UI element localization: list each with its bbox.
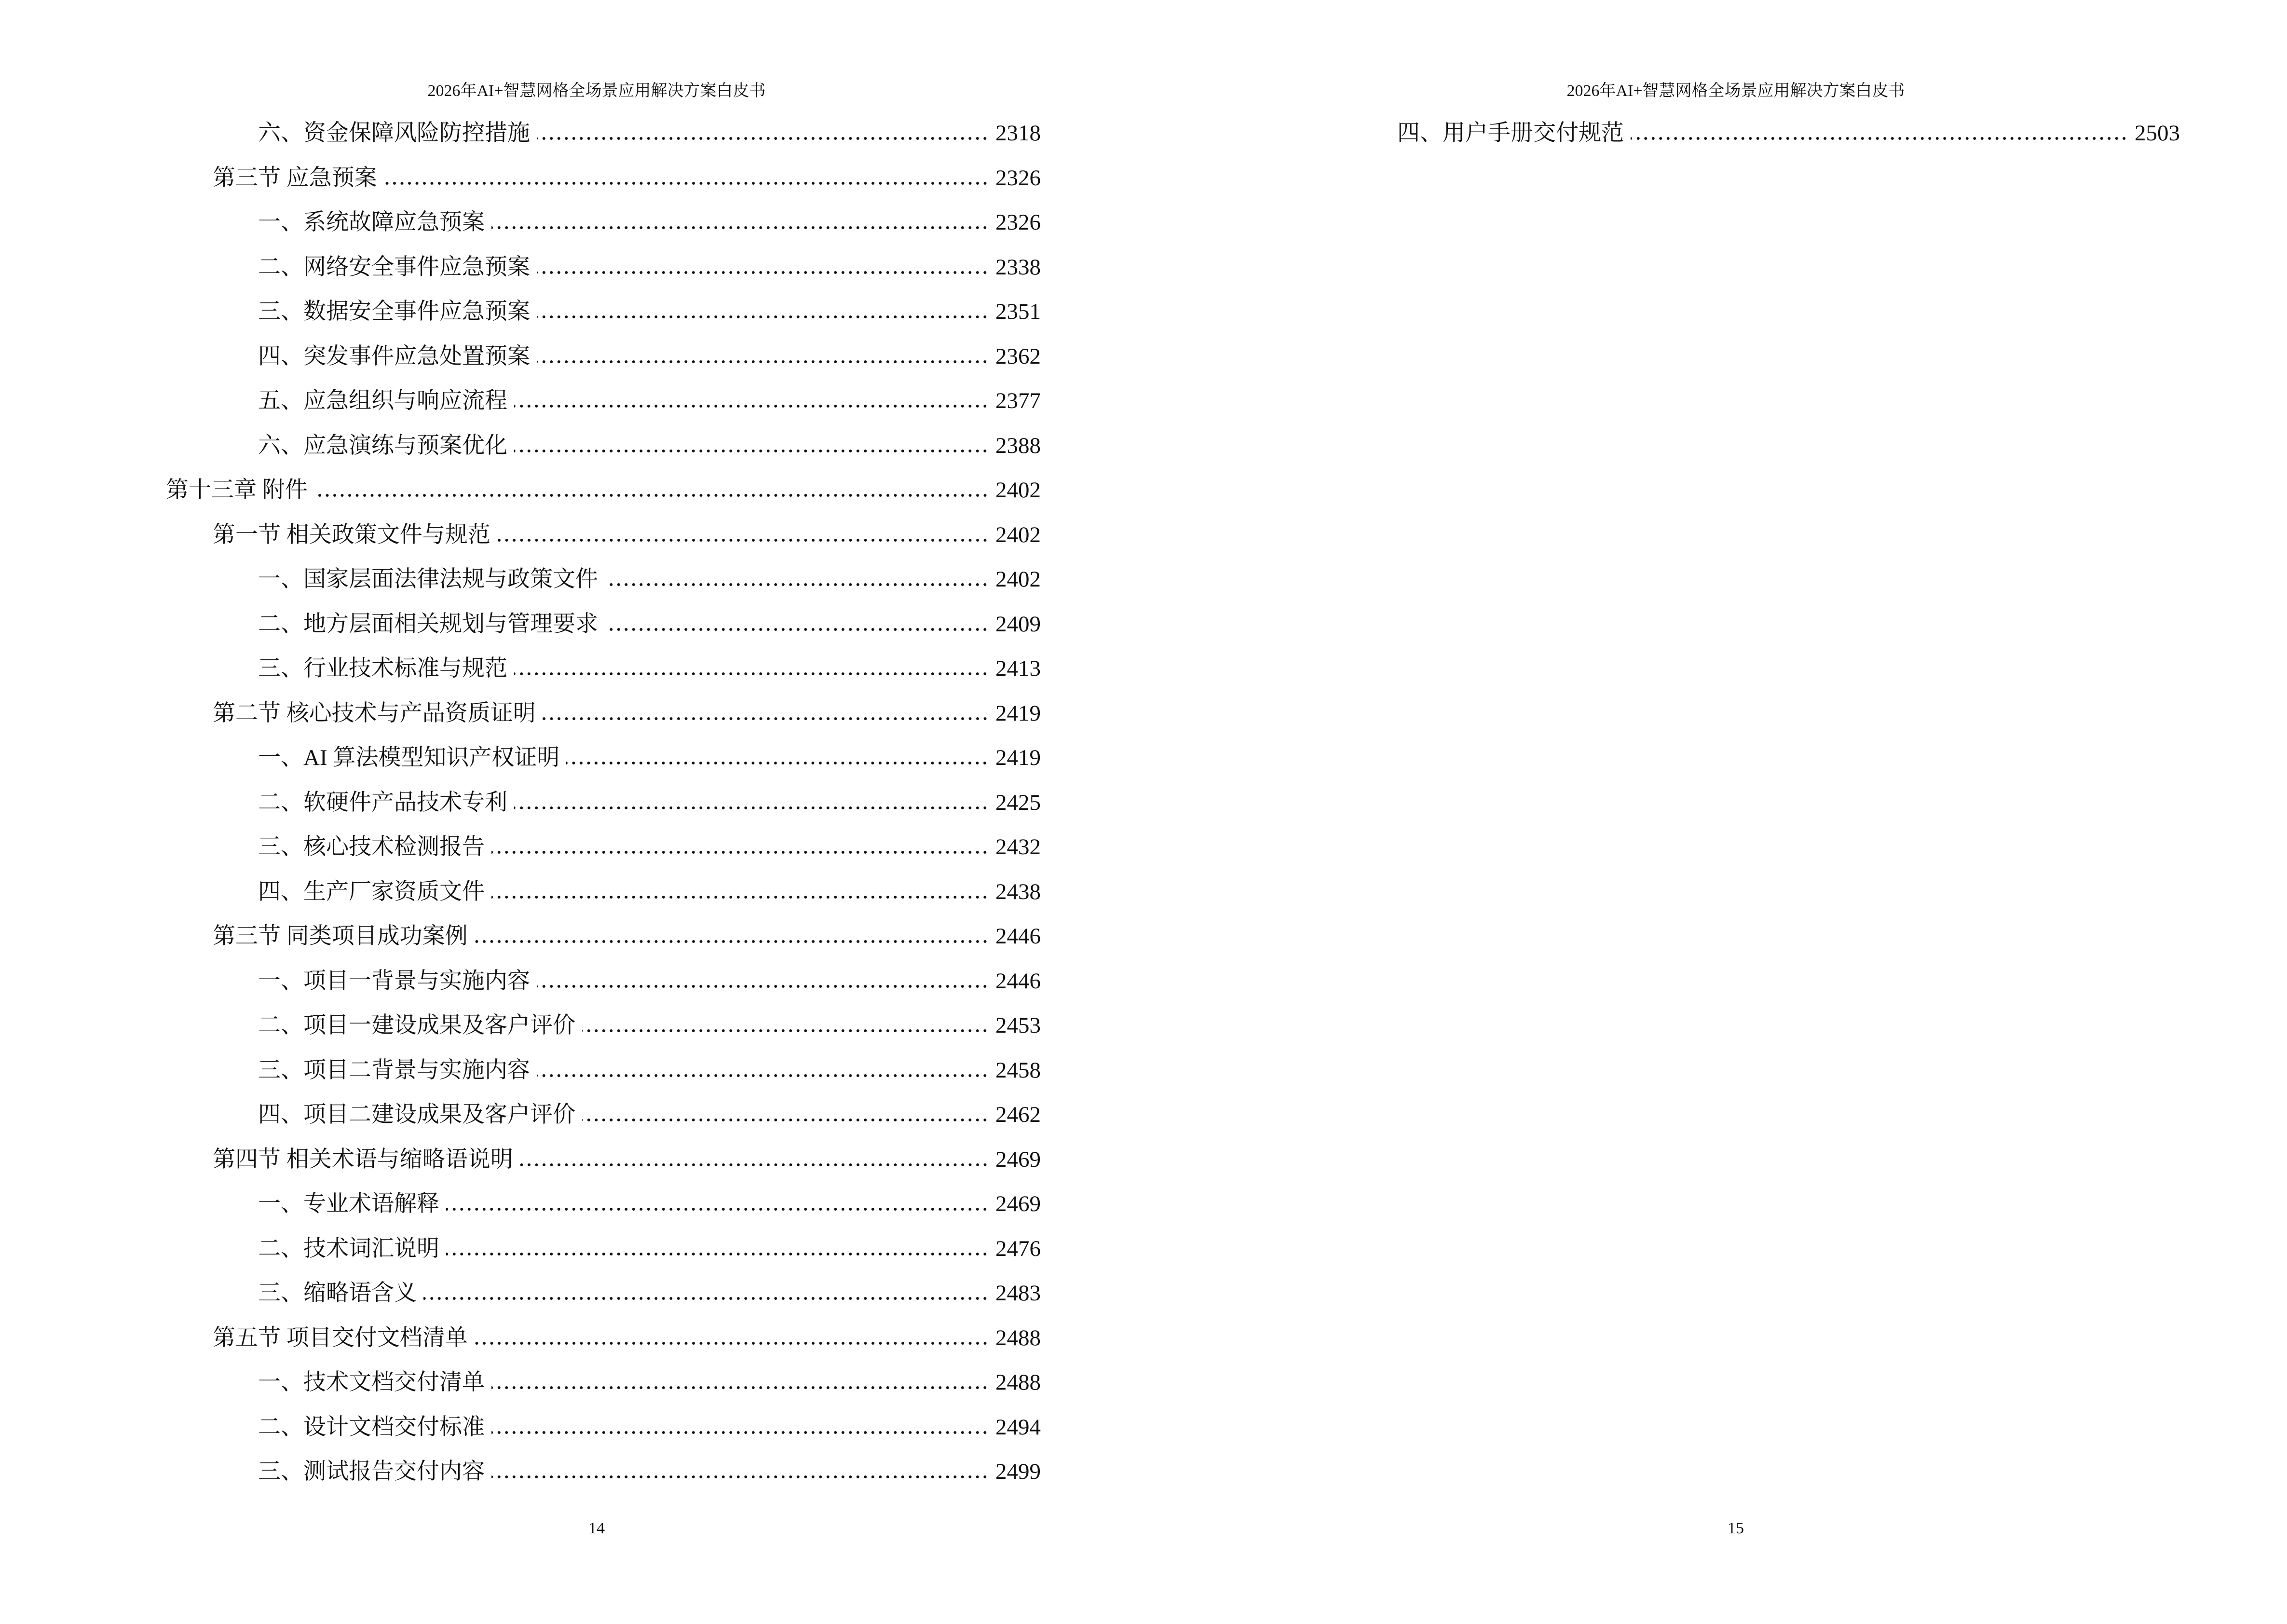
toc-entry[interactable] bbox=[166, 874, 1041, 919]
page-number: 15 bbox=[1728, 1519, 1744, 1537]
toc-entry-page: 2402 bbox=[995, 522, 1041, 547]
toc-entry[interactable] bbox=[166, 740, 1041, 785]
toc-entry-title: 三、行业技术标准与规范 bbox=[258, 656, 507, 681]
toc-entry[interactable] bbox=[166, 696, 1041, 741]
toc-entry-page: 2326 bbox=[995, 165, 1041, 191]
toc-entry[interactable] bbox=[166, 1187, 1041, 1231]
toc-entry-title: 六、资金保障风险防控措施 bbox=[258, 121, 530, 146]
toc-entry-title: 三、核心技术检测报告 bbox=[258, 834, 485, 860]
toc-entry-title: 第三节 应急预案 bbox=[213, 165, 377, 191]
toc-entry-page: 2402 bbox=[995, 478, 1041, 503]
dot-leader bbox=[314, 493, 989, 497]
dot-leader bbox=[475, 940, 989, 943]
toc-entry-title: 三、测试报告交付内容 bbox=[258, 1459, 485, 1484]
toc-entry-title: 四、突发事件应急处置预案 bbox=[258, 343, 530, 369]
toc-entry-title: 第一节 相关政策文件与规范 bbox=[213, 522, 490, 547]
dot-leader bbox=[520, 1163, 989, 1167]
toc-entry-title: 六、应急演练与预案优化 bbox=[258, 433, 507, 458]
dot-leader bbox=[537, 1074, 989, 1078]
toc-entry-title: 第三节 同类项目成功案例 bbox=[213, 924, 468, 949]
toc-entry[interactable] bbox=[166, 964, 1041, 1009]
dot-leader bbox=[514, 449, 989, 453]
toc-entry-page: 2494 bbox=[995, 1414, 1041, 1440]
toc-entry-title: 二、软硬件产品技术专利 bbox=[258, 790, 507, 815]
toc-entry[interactable] bbox=[166, 1454, 1041, 1499]
dot-leader bbox=[537, 984, 989, 988]
toc-entry-title: 第十三章 附件 bbox=[166, 478, 308, 503]
dot-leader bbox=[491, 1431, 989, 1434]
toc-entry[interactable] bbox=[166, 116, 1041, 161]
toc-entry[interactable] bbox=[166, 473, 1041, 518]
toc-entry[interactable] bbox=[166, 607, 1041, 652]
dot-leader bbox=[497, 538, 989, 542]
toc-entry-page: 2446 bbox=[995, 968, 1041, 994]
dot-leader bbox=[491, 1475, 989, 1479]
dot-leader bbox=[446, 1207, 989, 1211]
toc-entry-title: 一、专业术语解释 bbox=[258, 1191, 439, 1216]
dot-leader bbox=[537, 315, 989, 319]
toc-entry-title: 第五节 项目交付文档清单 bbox=[213, 1325, 468, 1351]
toc-entry-page: 2413 bbox=[995, 656, 1041, 681]
toc-entry-page: 2503 bbox=[2135, 121, 2180, 146]
toc-entry[interactable] bbox=[166, 1410, 1041, 1455]
toc-entry-title: 四、用户手册交付规范 bbox=[1397, 121, 1624, 146]
toc-entry-page: 2419 bbox=[995, 745, 1041, 770]
dot-leader bbox=[566, 761, 989, 765]
dot-leader bbox=[537, 271, 989, 274]
toc-entry-page: 2432 bbox=[995, 834, 1041, 860]
toc-entry-title: 第四节 相关术语与缩略语说明 bbox=[213, 1146, 513, 1172]
toc-entry-page: 2338 bbox=[995, 254, 1041, 280]
toc-entry-page: 2469 bbox=[995, 1191, 1041, 1216]
dot-leader bbox=[514, 404, 989, 408]
dot-leader bbox=[605, 583, 989, 587]
dot-leader bbox=[543, 717, 989, 721]
toc-entry[interactable] bbox=[1397, 116, 2180, 161]
toc-entry-page: 2318 bbox=[995, 121, 1041, 146]
table-of-contents bbox=[1397, 116, 2180, 161]
toc-entry-page: 2488 bbox=[995, 1370, 1041, 1395]
toc-entry-page: 2326 bbox=[995, 210, 1041, 235]
toc-entry-page: 2388 bbox=[995, 433, 1041, 458]
dot-leader bbox=[491, 226, 989, 230]
toc-entry-title: 一、国家层面法律法规与政策文件 bbox=[258, 567, 598, 592]
toc-entry-title: 二、网络安全事件应急预案 bbox=[258, 254, 530, 280]
toc-entry-title: 四、生产厂家资质文件 bbox=[258, 879, 485, 904]
toc-entry-title: 五、应急组织与响应流程 bbox=[258, 388, 507, 413]
toc-entry[interactable] bbox=[166, 785, 1041, 830]
toc-entry-title: 三、缩略语含义 bbox=[258, 1281, 417, 1306]
toc-entry-title: 二、地方层面相关规划与管理要求 bbox=[258, 611, 598, 637]
toc-entry[interactable] bbox=[166, 1276, 1041, 1321]
toc-entry-title: 四、项目二建设成果及客户评价 bbox=[258, 1102, 575, 1127]
dot-leader bbox=[475, 1341, 989, 1345]
toc-entry[interactable] bbox=[166, 250, 1041, 295]
toc-entry[interactable] bbox=[166, 1365, 1041, 1410]
right-page bbox=[1139, 0, 2287, 1624]
toc-entry[interactable] bbox=[166, 1053, 1041, 1098]
dot-leader bbox=[605, 628, 989, 631]
dot-leader bbox=[514, 806, 989, 810]
dot-leader bbox=[582, 1118, 989, 1122]
toc-entry-title: 一、项目一背景与实施内容 bbox=[258, 968, 530, 994]
toc-entry-page: 2469 bbox=[995, 1146, 1041, 1172]
toc-entry-page: 2409 bbox=[995, 611, 1041, 637]
toc-entry-page: 2419 bbox=[995, 700, 1041, 726]
toc-entry[interactable] bbox=[166, 428, 1041, 473]
toc-entry-page: 2425 bbox=[995, 790, 1041, 815]
toc-entry-title: 三、数据安全事件应急预案 bbox=[258, 299, 530, 324]
toc-entry[interactable] bbox=[166, 161, 1041, 205]
toc-entry-page: 2476 bbox=[995, 1236, 1041, 1261]
toc-entry-title: 二、项目一建设成果及客户评价 bbox=[258, 1013, 575, 1038]
toc-entry[interactable] bbox=[166, 1231, 1041, 1276]
toc-entry-page: 2453 bbox=[995, 1013, 1041, 1038]
dot-leader bbox=[491, 850, 989, 854]
toc-entry[interactable] bbox=[166, 339, 1041, 384]
toc-entry-page: 2362 bbox=[995, 343, 1041, 369]
toc-entry-title: 三、项目二背景与实施内容 bbox=[258, 1057, 530, 1083]
toc-entry-page: 2462 bbox=[995, 1102, 1041, 1127]
toc-entry[interactable] bbox=[166, 205, 1041, 250]
toc-entry-title: 第二节 核心技术与产品资质证明 bbox=[213, 700, 536, 726]
toc-entry-title: 二、技术词汇说明 bbox=[258, 1236, 439, 1261]
toc-entry[interactable] bbox=[166, 383, 1041, 428]
toc-entry-title: 一、AI 算法模型知识产权证明 bbox=[258, 745, 560, 770]
dot-leader bbox=[491, 1386, 989, 1390]
page-number: 14 bbox=[588, 1519, 605, 1537]
dot-leader bbox=[384, 181, 989, 185]
toc-entry-page: 2446 bbox=[995, 924, 1041, 949]
dot-leader bbox=[446, 1252, 989, 1256]
toc-entry-title: 二、设计文档交付标准 bbox=[258, 1414, 485, 1440]
toc-entry[interactable] bbox=[166, 1097, 1041, 1142]
toc-entry-page: 2458 bbox=[995, 1057, 1041, 1083]
toc-entry-page: 2488 bbox=[995, 1325, 1041, 1351]
toc-entry[interactable] bbox=[166, 294, 1041, 339]
dot-leader bbox=[582, 1029, 989, 1033]
dot-leader bbox=[537, 136, 989, 140]
toc-entry-page: 2351 bbox=[995, 299, 1041, 324]
toc-entry[interactable] bbox=[166, 518, 1041, 562]
toc-entry[interactable] bbox=[166, 919, 1041, 964]
toc-entry-title: 一、技术文档交付清单 bbox=[258, 1370, 485, 1395]
dot-leader bbox=[537, 360, 989, 364]
toc-entry[interactable] bbox=[166, 651, 1041, 696]
table-of-contents bbox=[166, 116, 1041, 1499]
toc-entry[interactable] bbox=[166, 1008, 1041, 1053]
toc-entry-page: 2483 bbox=[995, 1281, 1041, 1306]
toc-entry-page: 2438 bbox=[995, 879, 1041, 904]
toc-entry[interactable] bbox=[166, 1142, 1041, 1187]
dot-leader bbox=[514, 672, 989, 676]
toc-entry-page: 2377 bbox=[995, 388, 1041, 413]
dot-leader bbox=[491, 895, 989, 899]
toc-entry-title: 一、系统故障应急预案 bbox=[258, 210, 485, 235]
page-header: 2026年AI+智慧网格全场景应用解决方案白皮书 bbox=[1566, 82, 1905, 100]
dot-leader bbox=[423, 1296, 989, 1300]
toc-entry-page: 2402 bbox=[995, 567, 1041, 592]
toc-entry[interactable] bbox=[166, 830, 1041, 874]
page-header: 2026年AI+智慧网格全场景应用解决方案白皮书 bbox=[427, 82, 766, 100]
toc-entry[interactable] bbox=[166, 562, 1041, 607]
toc-entry-page: 2499 bbox=[995, 1459, 1041, 1484]
dot-leader bbox=[1631, 136, 2128, 140]
toc-entry[interactable] bbox=[166, 1321, 1041, 1365]
